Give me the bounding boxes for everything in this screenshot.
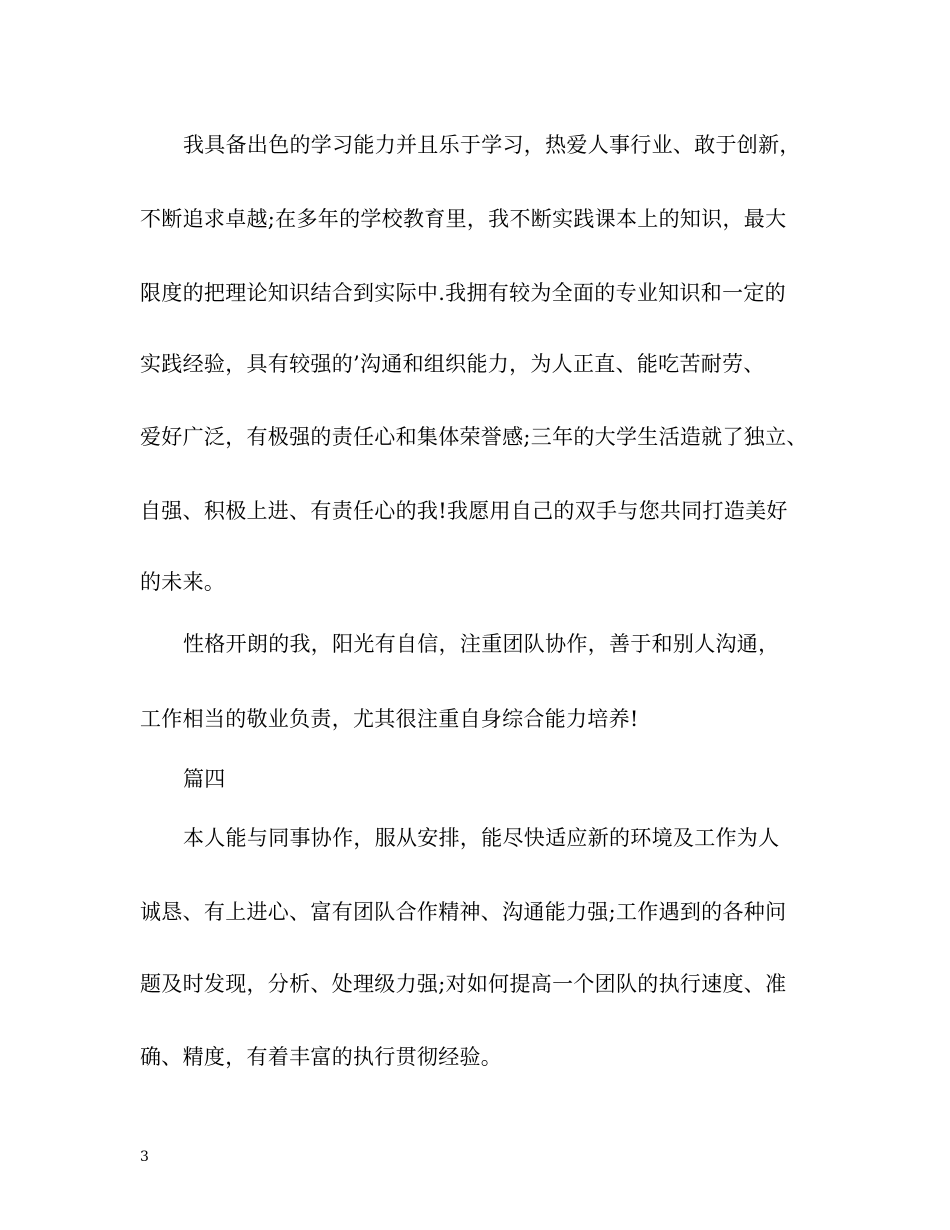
paragraph-line: 爱好广泛，有极强的责任心和集体荣誉感;三年的大学生活造就了独立、	[140, 425, 808, 449]
paragraph-line: 工作相当的敬业负责，尤其很注重自身综合能力培养!	[140, 707, 639, 731]
paragraph-line: 自强、积极上进、有责任心的我!我愿用自己的双手与您共同打造美好	[140, 499, 788, 523]
paragraph-line: 本人能与同事协作，服从安排，能尽快适应新的环境及工作为人	[183, 826, 780, 850]
page-number: 3	[140, 1149, 149, 1165]
paragraph-line: 我具备出色的学习能力并且乐于学习，热爱人事行业、敢于创新，	[183, 133, 801, 157]
paragraph-line: 不断追求卓越;在多年的学校教育里，我不断实践课本上的知识，最大	[140, 207, 787, 231]
paragraph-line: 的未来。	[140, 570, 226, 594]
paragraph-line: 性格开朗的我，阳光有自信，注重团队协作，善于和别人沟通，	[183, 632, 780, 656]
paragraph-line: 限度的把理论知识结合到实际中.我拥有较为全面的专业知识和一定的	[140, 281, 786, 305]
paragraph-line: 实践经验，具有较强的’沟通和组织能力，为人正直、能吃苦耐劳、	[140, 352, 765, 376]
paragraph-line: 题及时发现，分析、处理级力强;对如何提高一个团队的执行速度、准	[140, 972, 787, 996]
section-heading: 篇四	[183, 767, 226, 791]
paragraph-line: 诚恳、有上进心、富有团队合作精神、沟通能力强;工作遇到的各种问	[140, 900, 787, 924]
paragraph-line: 确、精度，有着丰富的执行贯彻经验。	[140, 1045, 503, 1069]
